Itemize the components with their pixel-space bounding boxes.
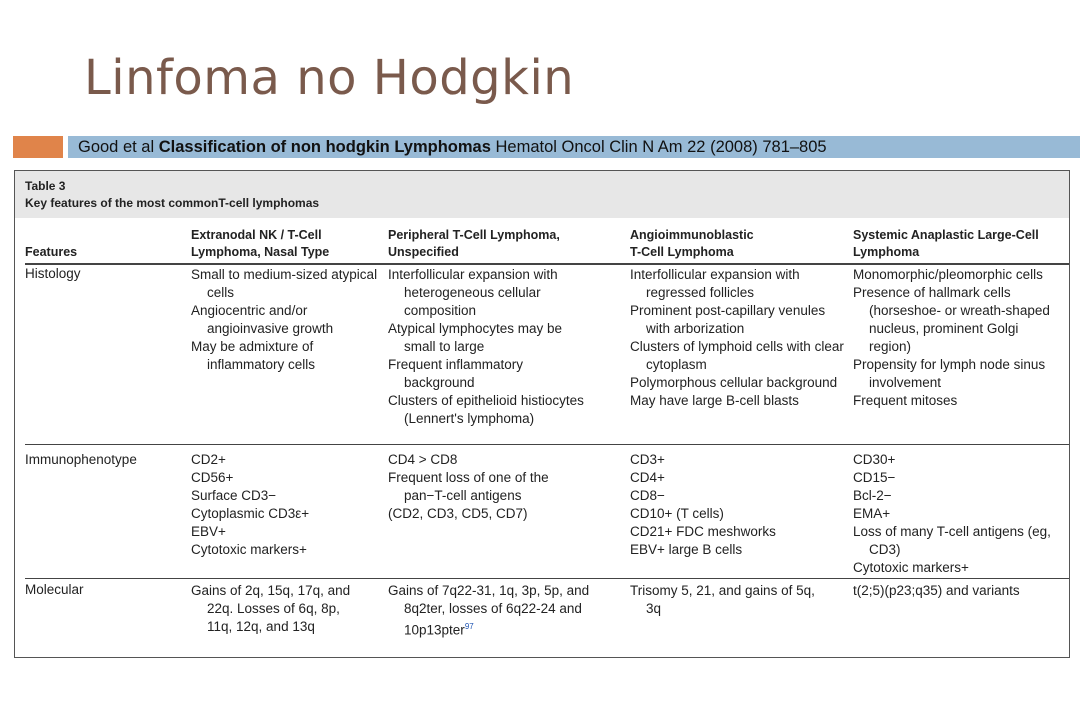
cell-item: CD30+ bbox=[853, 452, 896, 467]
lymphoma-table bbox=[14, 170, 1070, 658]
table-caption-band bbox=[15, 171, 1069, 218]
cell-item: CD10+ (T cells) bbox=[630, 506, 724, 521]
table-subtitle: Key features of the most commonT-cell lymphomas bbox=[25, 196, 320, 210]
cell-item: CD3+ bbox=[630, 452, 665, 467]
cell-item: Interfollicular expansion with heterogeneous cellular composition bbox=[388, 267, 558, 318]
cell-item: Trisomy 5, 21, and gains of 5q, 3q bbox=[630, 583, 815, 616]
header-aitl-line: Angioimmunoblastic bbox=[630, 228, 754, 242]
row-label-histology: Histology bbox=[25, 266, 81, 281]
cell-molecular-nk bbox=[191, 582, 361, 636]
header-nk-line: Extranodal NK / T-Cell bbox=[191, 228, 322, 242]
header-nk-line: Lymphoma, Nasal Type bbox=[191, 245, 330, 259]
cell-item: EBV+ bbox=[191, 524, 226, 539]
cell-item bbox=[388, 582, 603, 640]
cell-item: Cytoplasmic CD3ε+ bbox=[191, 506, 310, 521]
cell-molecular-aitl bbox=[630, 582, 830, 618]
cell-item: Cytotoxic markers+ bbox=[191, 542, 307, 557]
cell-item: Clusters of epithelioid histiocytes (Lennert's lymphoma) bbox=[388, 393, 584, 426]
cell-histology-nk bbox=[191, 266, 381, 374]
cell-item: Monomorphic/pleomorphic cells bbox=[853, 267, 1043, 282]
cell-item: CD4+ bbox=[630, 470, 665, 485]
header-ptcl-line: Peripheral T-Cell Lymphoma, bbox=[388, 228, 560, 242]
header-ptcl-line: Unspecified bbox=[388, 245, 459, 259]
table-caption: Table 3 bbox=[25, 179, 66, 193]
cell-item: CD8− bbox=[630, 488, 665, 503]
cell-immuno-ptcl bbox=[388, 451, 588, 523]
cell-item: Bcl-2− bbox=[853, 488, 892, 503]
header-alcl-line: Lymphoma bbox=[853, 245, 920, 259]
cell-item: EBV+ large B cells bbox=[630, 542, 743, 557]
cell-item: CD15− bbox=[853, 470, 896, 485]
cell-immuno-alcl bbox=[853, 451, 1063, 577]
cell-item: Gains of 2q, 15q, 17q, and 22q. Losses of 6q, 8p, 11q, 12q, and 13q bbox=[191, 583, 351, 634]
cell-item: Frequent mitoses bbox=[853, 393, 958, 408]
cell-histology-alcl bbox=[853, 266, 1063, 410]
cell-item: Polymorphous cellular background bbox=[630, 375, 838, 390]
molecular-ptcl-text: Gains of 7q22-31, 1q, 3p, 5p, and 8q2ter, losses of 6q22-24 and 10p13pter bbox=[388, 583, 590, 638]
cell-item: (CD2, CD3, CD5, CD7) bbox=[388, 506, 528, 521]
reference-suffix: Hematol Oncol Clin N Am 22 (2008) 781–805 bbox=[490, 138, 827, 156]
header-aitl bbox=[630, 227, 754, 261]
cell-item: Propensity for lymph node sinus involvement bbox=[853, 357, 1046, 390]
header-aitl-line: T-Cell Lymphoma bbox=[630, 245, 734, 259]
reference-97-link[interactable]: 97 bbox=[464, 622, 474, 631]
row-divider bbox=[25, 444, 1069, 445]
cell-item: Angiocentric and/or angioinvasive growth bbox=[191, 303, 334, 336]
cell-item: CD21+ FDC meshworks bbox=[630, 524, 776, 539]
cell-item: CD2+ bbox=[191, 452, 226, 467]
reference-prefix: Good et al bbox=[78, 138, 159, 156]
reference-title: Classification of non hodgkin Lymphomas bbox=[158, 138, 491, 156]
cell-item: Clusters of lymphoid cells with clear cytoplasm bbox=[630, 339, 844, 372]
cell-item: Loss of many T-cell antigens (eg, CD3) bbox=[853, 524, 1051, 557]
cell-histology-ptcl bbox=[388, 266, 588, 428]
header-alcl-line: Systemic Anaplastic Large-Cell bbox=[853, 228, 1039, 242]
cell-item: Frequent loss of one of the pan−T-cell antigens bbox=[388, 470, 549, 503]
accent-bar bbox=[13, 136, 63, 158]
page-title: Linfoma no Hodgkin bbox=[84, 50, 575, 106]
cell-immuno-nk bbox=[191, 451, 381, 559]
reference-citation bbox=[78, 138, 827, 157]
cell-histology-aitl bbox=[630, 266, 848, 410]
cell-item: t(2;5)(p23;q35) and variants bbox=[853, 583, 1020, 598]
header-ptcl bbox=[388, 227, 560, 261]
cell-item: Frequent inflammatory background bbox=[388, 357, 524, 390]
row-divider bbox=[25, 578, 1069, 579]
cell-item: Atypical lymphocytes may be small to large bbox=[388, 321, 563, 354]
cell-item: Prominent post-capillary venules with arborization bbox=[630, 303, 826, 336]
header-features: Features bbox=[25, 245, 78, 259]
cell-item: Presence of hallmark cells (horseshoe- or wreath-shaped nucleus, prominent Golgi region) bbox=[853, 285, 1050, 354]
cell-item: Surface CD3− bbox=[191, 488, 277, 503]
cell-molecular-alcl bbox=[853, 582, 1063, 600]
header-alcl bbox=[853, 227, 1039, 261]
cell-item: Cytotoxic markers+ bbox=[853, 560, 969, 575]
cell-item: Interfollicular expansion with regressed follicles bbox=[630, 267, 800, 300]
header-nk bbox=[191, 227, 329, 261]
header-rule bbox=[25, 263, 1069, 265]
cell-item: EMA+ bbox=[853, 506, 891, 521]
cell-item: Small to medium-sized atypical cells bbox=[191, 267, 378, 300]
row-label-molecular: Molecular bbox=[25, 582, 84, 597]
cell-item: May be admixture of inflammatory cells bbox=[191, 339, 316, 372]
cell-molecular-ptcl bbox=[388, 582, 603, 640]
cell-immuno-aitl bbox=[630, 451, 848, 559]
row-label-immunophenotype: Immunophenotype bbox=[25, 452, 137, 467]
cell-item: CD4 > CD8 bbox=[388, 452, 458, 467]
cell-item: May have large B-cell blasts bbox=[630, 393, 799, 408]
cell-item: CD56+ bbox=[191, 470, 234, 485]
